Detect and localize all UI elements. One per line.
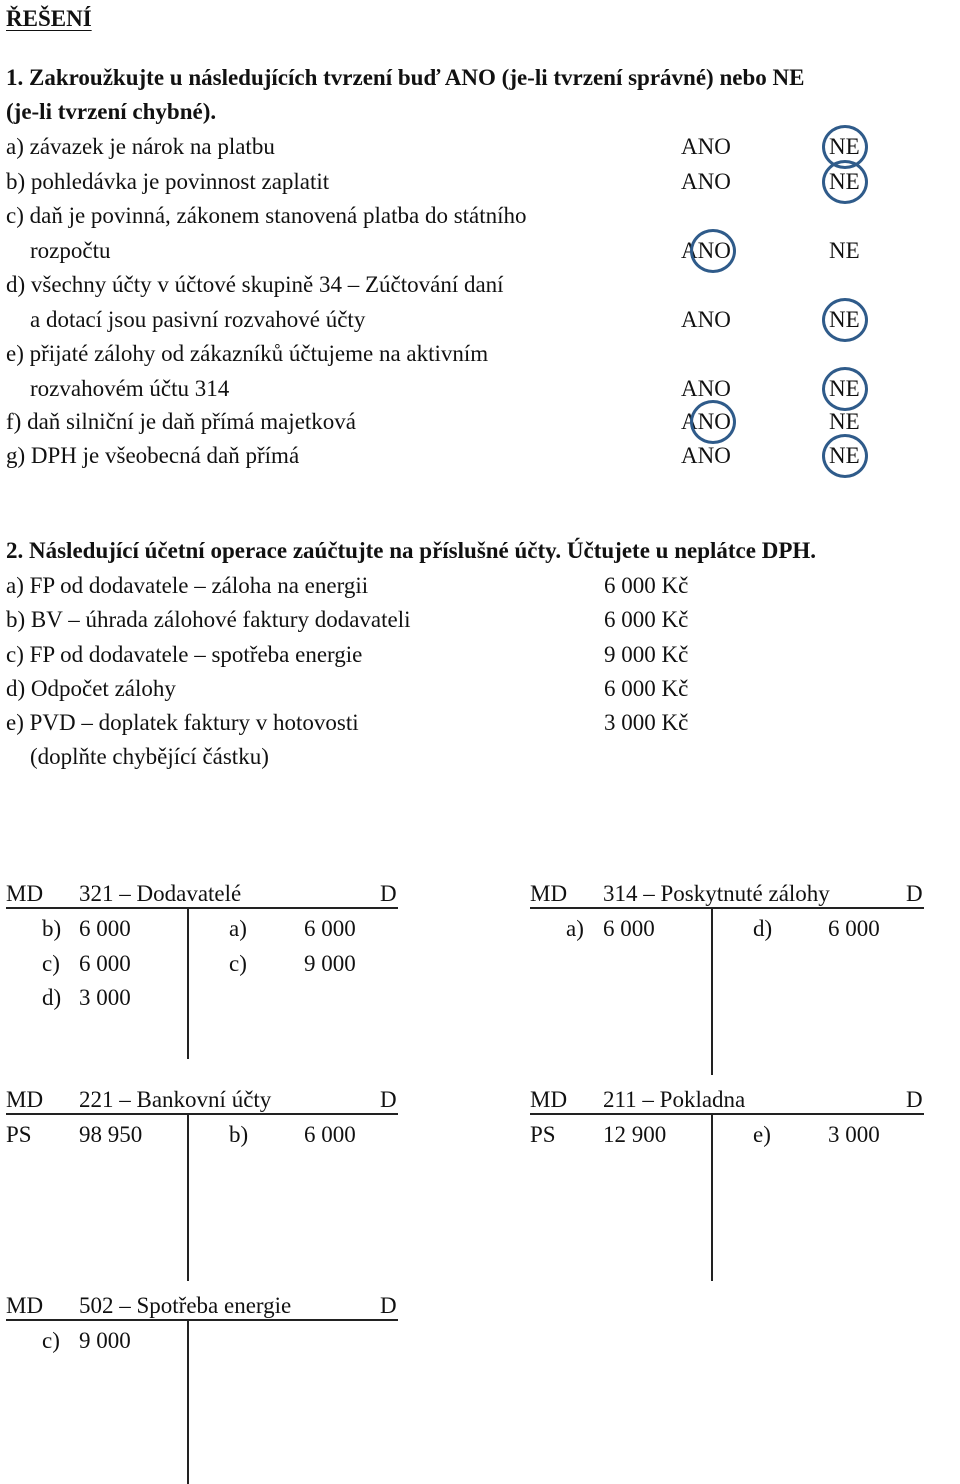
task2-title: 2. Následující účetní operace zaúčtujte na příslušné účty. Účtujete u neplátce DPH. [6, 538, 817, 563]
statement-text: a dotací jsou pasivní rozvahové účty [30, 306, 366, 332]
operation-amount: 3 000 Kč [604, 710, 689, 736]
debit-label: a) [566, 916, 584, 941]
debit-amount: 98 950 [79, 1122, 143, 1147]
credit-label: d) [753, 916, 773, 941]
answer-yes: ANO [681, 169, 731, 194]
account-d-label: D [380, 1087, 397, 1112]
answer-circle [822, 434, 868, 478]
statement-text: rozpočtu [30, 237, 111, 263]
operation-text: b) BV – úhrada zálohové faktury dodavateli [6, 607, 411, 633]
account-divider [187, 907, 189, 1059]
debit-amount: 3 000 [79, 985, 131, 1010]
answer-yes: ANO [681, 306, 731, 332]
account-underline [530, 1113, 924, 1115]
account-title: 221 – Bankovní účty [79, 1087, 272, 1112]
statement-text: b) pohledávka je povinnost zaplatit [6, 169, 330, 194]
debit-label: d) [42, 985, 62, 1010]
answer-yes: ANO [681, 375, 731, 401]
statement-text: a) závazek je nárok na platbu [6, 134, 275, 159]
statement-text: d) všechny účty v účtové skupině 34 – Zúčtování daní [6, 272, 504, 297]
task2-note: (doplňte chybějící částku) [30, 744, 269, 769]
operation-amount: 6 000 Kč [604, 573, 689, 598]
statement-text: g) DPH je všeobecná daň přímá [6, 443, 300, 468]
answer-circle [690, 229, 736, 273]
operation-text: e) PVD – doplatek faktury v hotovosti [6, 710, 359, 736]
debit-amount: 6 000 [79, 950, 131, 976]
debit-label: PS [6, 1122, 32, 1147]
answer-no: NE [829, 306, 860, 332]
account-divider [711, 907, 713, 1075]
debit-amount: 12 900 [603, 1122, 667, 1147]
account-title: 211 – Pokladna [603, 1087, 746, 1112]
task1-title-line1: 1. Zakroužkujte u následujících tvrzení buď ANO (je-li tvrzení správné) nebo NE [6, 65, 805, 90]
debit-amount: 6 000 [603, 916, 655, 941]
credit-label: b) [229, 1122, 249, 1147]
credit-amount: 6 000 [304, 1122, 356, 1147]
account-underline [6, 1113, 398, 1115]
answer-circle [822, 367, 868, 411]
account-underline [530, 907, 924, 909]
answer-circle [822, 160, 868, 204]
account-md-label: MD [530, 881, 568, 906]
debit-label: c) [42, 950, 60, 976]
account-d-label: D [380, 1293, 397, 1318]
credit-label: e) [753, 1122, 771, 1147]
answer-no: NE [829, 409, 860, 434]
account-underline [6, 1319, 398, 1321]
debit-amount: 6 000 [79, 916, 131, 941]
account-title: 314 – Poskytnuté zálohy [603, 881, 830, 906]
credit-amount: 9 000 [304, 950, 356, 976]
debit-label: PS [530, 1122, 556, 1147]
answer-no: NE [829, 375, 860, 401]
credit-label: c) [229, 950, 247, 976]
answer-no: NE [829, 443, 860, 468]
account-md-label: MD [530, 1087, 568, 1112]
account-underline [6, 907, 398, 909]
account-divider [187, 1319, 189, 1484]
operation-text: d) Odpočet zálohy [6, 675, 176, 701]
account-d-label: D [906, 1087, 923, 1112]
account-md-label: MD [6, 1293, 44, 1318]
credit-amount: 6 000 [828, 916, 880, 941]
answer-yes: ANO [681, 409, 731, 434]
account-title: 502 – Spotřeba energie [79, 1293, 292, 1318]
account-divider [187, 1113, 189, 1281]
operation-amount: 9 000 Kč [604, 641, 689, 667]
statement-text: f) daň silniční je daň přímá majetková [6, 409, 356, 434]
account-md-label: MD [6, 1087, 44, 1112]
statement-text: e) přijaté zálohy od zákazníků účtujeme na aktivním [6, 341, 489, 366]
account-md-label: MD [6, 881, 44, 906]
answer-circle [690, 400, 736, 444]
account-d-label: D [906, 881, 923, 906]
credit-amount: 6 000 [304, 916, 356, 941]
operation-amount: 6 000 Kč [604, 675, 689, 701]
statement-text: rozvahovém účtu 314 [30, 375, 230, 401]
page-heading: ŘEŠENÍ [6, 6, 92, 31]
answer-yes: ANO [681, 134, 731, 159]
operation-text: c) FP od dodavatele – spotřeba energie [6, 641, 363, 667]
account-title: 321 – Dodavatelé [79, 881, 242, 906]
answer-no: NE [829, 169, 860, 194]
answer-no: NE [829, 237, 860, 263]
account-d-label: D [380, 881, 397, 906]
operation-text: a) FP od dodavatele – záloha na energii [6, 573, 369, 598]
credit-label: a) [229, 916, 247, 941]
answer-no: NE [829, 134, 860, 159]
statement-text: c) daň je povinná, zákonem stanovená platba do státního [6, 203, 527, 228]
answer-circle [822, 298, 868, 342]
task1-title-line2: (je-li tvrzení chybné). [6, 99, 217, 124]
account-divider [711, 1113, 713, 1281]
operation-amount: 6 000 Kč [604, 607, 689, 633]
answer-yes: ANO [681, 443, 731, 468]
debit-label: c) [42, 1328, 60, 1353]
debit-amount: 9 000 [79, 1328, 131, 1353]
answer-yes: ANO [681, 237, 731, 263]
debit-label: b) [42, 916, 62, 941]
credit-amount: 3 000 [828, 1122, 880, 1147]
